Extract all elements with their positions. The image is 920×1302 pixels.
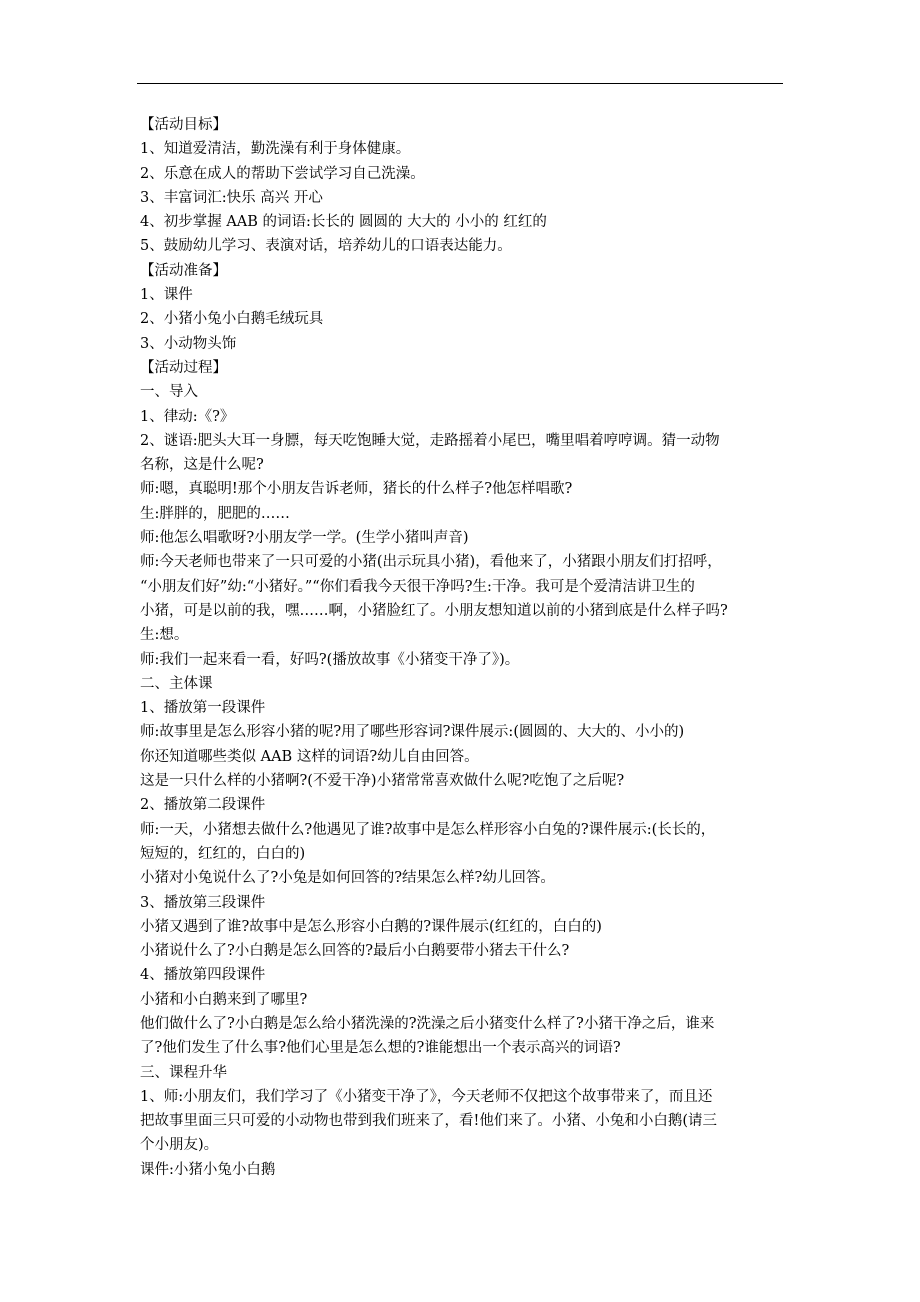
text-line: 1、知道爱清洁，勤洗澡有利于身体健康。 [140,141,411,158]
text-line: 2、小猪小兔小白鹅毛绒玩具 [140,311,324,328]
text-line: 课件:小猪小兔小白鹅 [140,1161,276,1178]
text-line: 你还知道哪些类似 AAB 这样的词语?幼儿自由回答。 [140,748,479,765]
text-line: 生:胖胖的，肥肥的…… [140,505,290,522]
text-line: 生:想。 [140,627,189,644]
text-line: 3、丰富词汇:快乐 高兴 开心 [140,189,323,206]
text-line: 小猪又遇到了谁?故事中是怎么形容小白鹅的?课件展示(红红的，白白的) [140,918,602,935]
text-line: 1、律动:《?》 [140,408,235,425]
text-line: 小猪说什么了?小白鹅是怎么回答的?最后小白鹅要带小猪去干什么? [140,943,570,960]
subheading-sublimation: 三、课程升华 [140,1064,227,1081]
text-line: 小猪，可是以前的我，嘿……啊，小猪脸红了。小朋友想知道以前的小猪到底是什么样子吗? [140,602,728,619]
text-line: 了?他们发生了什么事?他们心里是怎么想的?谁能想出一个表示高兴的词语? [140,1040,621,1057]
text-line: 1、播放第一段课件 [140,700,266,717]
text-line: 把故事里面三只可爱的小动物也带到我们班来了，看!他们来了。小猪、小兔和小白鹅(请三 [140,1113,717,1130]
text-line: 4、初步掌握 AAB 的词语:长长的 圆圆的 大大的 小小的 红红的 [140,214,547,231]
header-rule [137,83,783,84]
text-line: 2、谜语:肥头大耳一身膘，每天吃饱睡大觉，走路摇着小尾巴，嘴里唱着哼哼调。猜一动物 [140,432,720,449]
text-line: 2、乐意在成人的帮助下尝试学习自己洗澡。 [140,165,425,182]
text-line: 1、课件 [140,287,193,304]
text-line: 他们做什么了?小白鹅是怎么给小猪洗澡的?洗澡之后小猪变什么样了?小猪干净之后，谁来 [140,1015,715,1032]
text-line: 短短的，红红的，白白的) [140,845,306,862]
text-line: 3、播放第三段课件 [140,894,266,911]
text-line: 这是一只什么样的小猪啊?(不爱干净)小猪常常喜欢做什么呢?吃饱了之后呢? [140,773,625,790]
section-heading-goals: 【活动目标】 [140,117,227,133]
text-line: 名称，这是什么呢? [140,457,264,474]
text-line: 1、师:小朋友们，我们学习了《小猪变干净了》，今天老师不仅把这个故事带来了，而且还 [140,1088,713,1105]
document-body [140,113,790,1182]
section-heading-preparation: 【活动准备】 [140,262,227,279]
text-line: 5、鼓励幼儿学习、表演对话，培养幼儿的口语表达能力。 [140,238,512,255]
subheading-intro: 一、导入 [140,384,198,401]
text-line: 3、小动物头饰 [140,335,237,352]
text-line: 师:我们一起来看一看，好吗?(播放故事《小猪变干净了》)。 [140,651,520,668]
text-line: 个小朋友)。 [140,1137,219,1154]
text-line: 师:故事里是怎么形容小猪的呢?用了哪些形容词?课件展示:(圆圆的、大大的、小小的) [140,724,685,741]
text-line: 2、播放第二段课件 [140,797,266,814]
subheading-main: 二、主体课 [140,675,213,692]
section-heading-process: 【活动过程】 [140,359,227,376]
text-line: 4、播放第四段课件 [140,967,266,984]
text-line: 师:一天，小猪想去做什么?他遇见了谁?故事中是怎么样形容小白兔的?课件展示:(长长的， [140,821,716,838]
text-line: 师:嗯，真聪明!那个小朋友告诉老师，猪长的什么样子?他怎样唱歌? [140,481,573,498]
text-line: 师:他怎么唱歌呀?小朋友学一学。(生学小猪叫声音) [140,530,469,547]
text-line: 小猪和小白鹅来到了哪里? [140,991,308,1008]
text-line: 师:今天老师也带来了一只可爱的小猪(出示玩具小猪)，看他来了，小猪跟小朋友们打招呼， [140,554,722,571]
text-line: “小朋友们好”幼:“小猪好。”“你们看我今天很干净吗?生:干净。我可是个爱清洁讲卫生的 [140,578,695,595]
text-line: 小猪对小兔说什么了?小兔是如何回答的?结果怎么样?幼儿回答。 [140,870,555,887]
